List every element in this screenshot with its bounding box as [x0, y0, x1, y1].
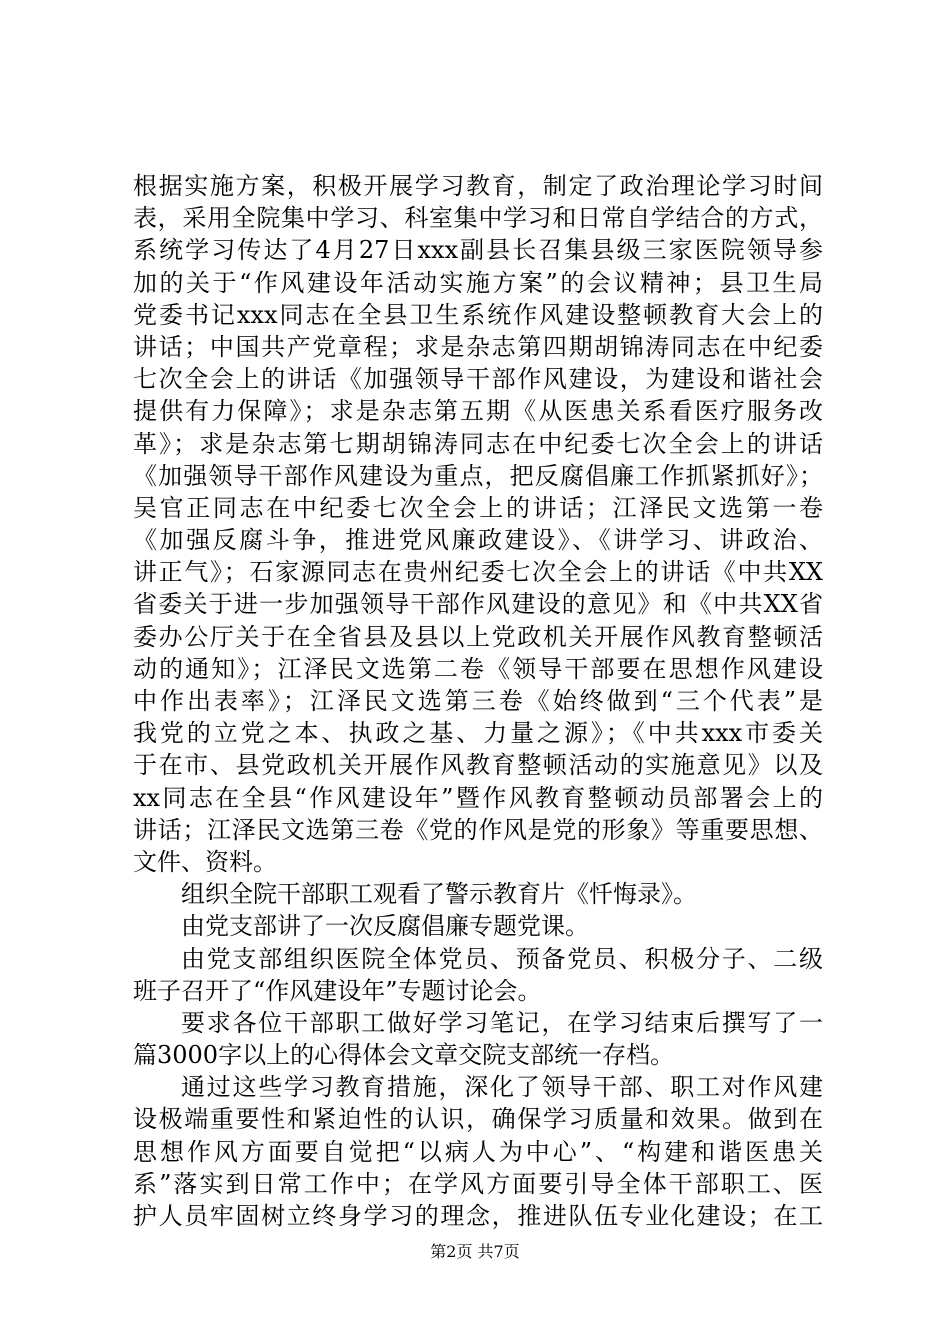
text-line: 要求各位干部职工做好学习笔记，在学习结束后撰写了一	[181, 1008, 823, 1037]
text-line: 革》；求是杂志第七期胡锦涛同志在中纪委七次全会上的讲话	[133, 429, 823, 458]
paragraph	[133, 1071, 823, 1232]
text-line: 吴官正同志在中纪委七次全会上的讲话；江泽民文选第一卷	[133, 493, 823, 522]
paragraph	[133, 943, 823, 1007]
text-line: 七次全会上的讲话《加强领导干部作风建设，为建设和谐社会	[133, 365, 823, 394]
text-line: 我党的立党之本、执政之基、力量之源》；《中共xxx市委关	[133, 719, 823, 748]
text-line: 系统学习传达了4月27日xxx副县长召集县级三家医院领导参	[133, 236, 823, 265]
text-line: 文件、资料。	[133, 847, 277, 876]
text-line: 于在市、县党政机关开展作风教育整顿活动的实施意见》以及	[133, 751, 823, 780]
paragraph	[133, 878, 823, 910]
paragraph	[133, 170, 823, 878]
text-line: 讲正气》；石家源同志在贵州纪委七次全会上的讲话《中共XX	[133, 558, 823, 587]
document-body	[133, 170, 823, 1232]
text-line: 省委关于进一步加强领导干部作风建设的意见》和《中共XX省	[133, 590, 823, 619]
paragraph	[133, 910, 823, 942]
text-line: 篇3000字以上的心得体会文章交院支部统一存档。	[133, 1041, 675, 1070]
text-line: 由党支部讲了一次反腐倡廉专题党课。	[181, 912, 589, 941]
text-line: 通过这些学习教育措施，深化了领导干部、职工对作风建	[181, 1073, 823, 1102]
text-line: 设极端重要性和紧迫性的认识，确保学习质量和效果。做到在	[133, 1105, 823, 1134]
text-line: 讲话；中国共产党章程；求是杂志第四期胡锦涛同志在中纪委	[133, 332, 823, 361]
text-line: 护人员牢固树立终身学习的理念，推进队伍专业化建设；在工	[133, 1202, 823, 1230]
paragraph	[133, 1007, 823, 1071]
page-footer: 第2页 共7页	[430, 1242, 520, 1261]
text-line: 动的通知》；江泽民文选第二卷《领导干部要在思想作风建设	[133, 654, 823, 683]
text-line: 表，采用全院集中学习、科室集中学习和日常自学结合的方式，	[133, 204, 823, 233]
text-line: 委办公厅关于在全省县及县以上党政机关开展作风教育整顿活	[133, 622, 823, 651]
text-line: xx同志在全县“作风建设年”暨作风教育整顿动员部署会上的	[133, 783, 823, 812]
text-line: 根据实施方案，积极开展学习教育，制定了政治理论学习时间	[133, 172, 823, 200]
text-line: 《加强反腐斗争，推进党风廉政建设》、《讲学习、讲政治、	[133, 526, 823, 555]
text-line: 党委书记xxx同志在全县卫生系统作风建设整顿教育大会上的	[133, 300, 823, 329]
text-line: 由党支部组织医院全体党员、预备党员、积极分子、二级	[181, 944, 823, 973]
text-line: 中作出表率》；江泽民文选第三卷《始终做到“三个代表”是	[133, 687, 823, 715]
text-line: 班子召开了“作风建设年”专题讨论会。	[133, 976, 542, 1005]
text-line: 加的关于“作风建设年活动实施方案”的会议精神；县卫生局	[133, 268, 823, 297]
text-line: 组织全院干部职工观看了警示教育片《忏悔录》。	[181, 880, 697, 909]
text-line: 《加强领导干部作风建设为重点，把反腐倡廉工作抓紧抓好》；	[133, 461, 823, 490]
text-line: 讲话；江泽民文选第三卷《党的作风是党的形象》等重要思想、	[133, 815, 823, 844]
text-line: 系”落实到日常工作中；在学风方面要引导全体干部职工、医	[133, 1169, 823, 1198]
text-line: 提供有力保障》；求是杂志第五期《从医患关系看医疗服务改	[133, 397, 823, 426]
text-line: 思想作风方面要自觉把“以病人为中心”、“构建和谐医患关	[133, 1137, 823, 1166]
